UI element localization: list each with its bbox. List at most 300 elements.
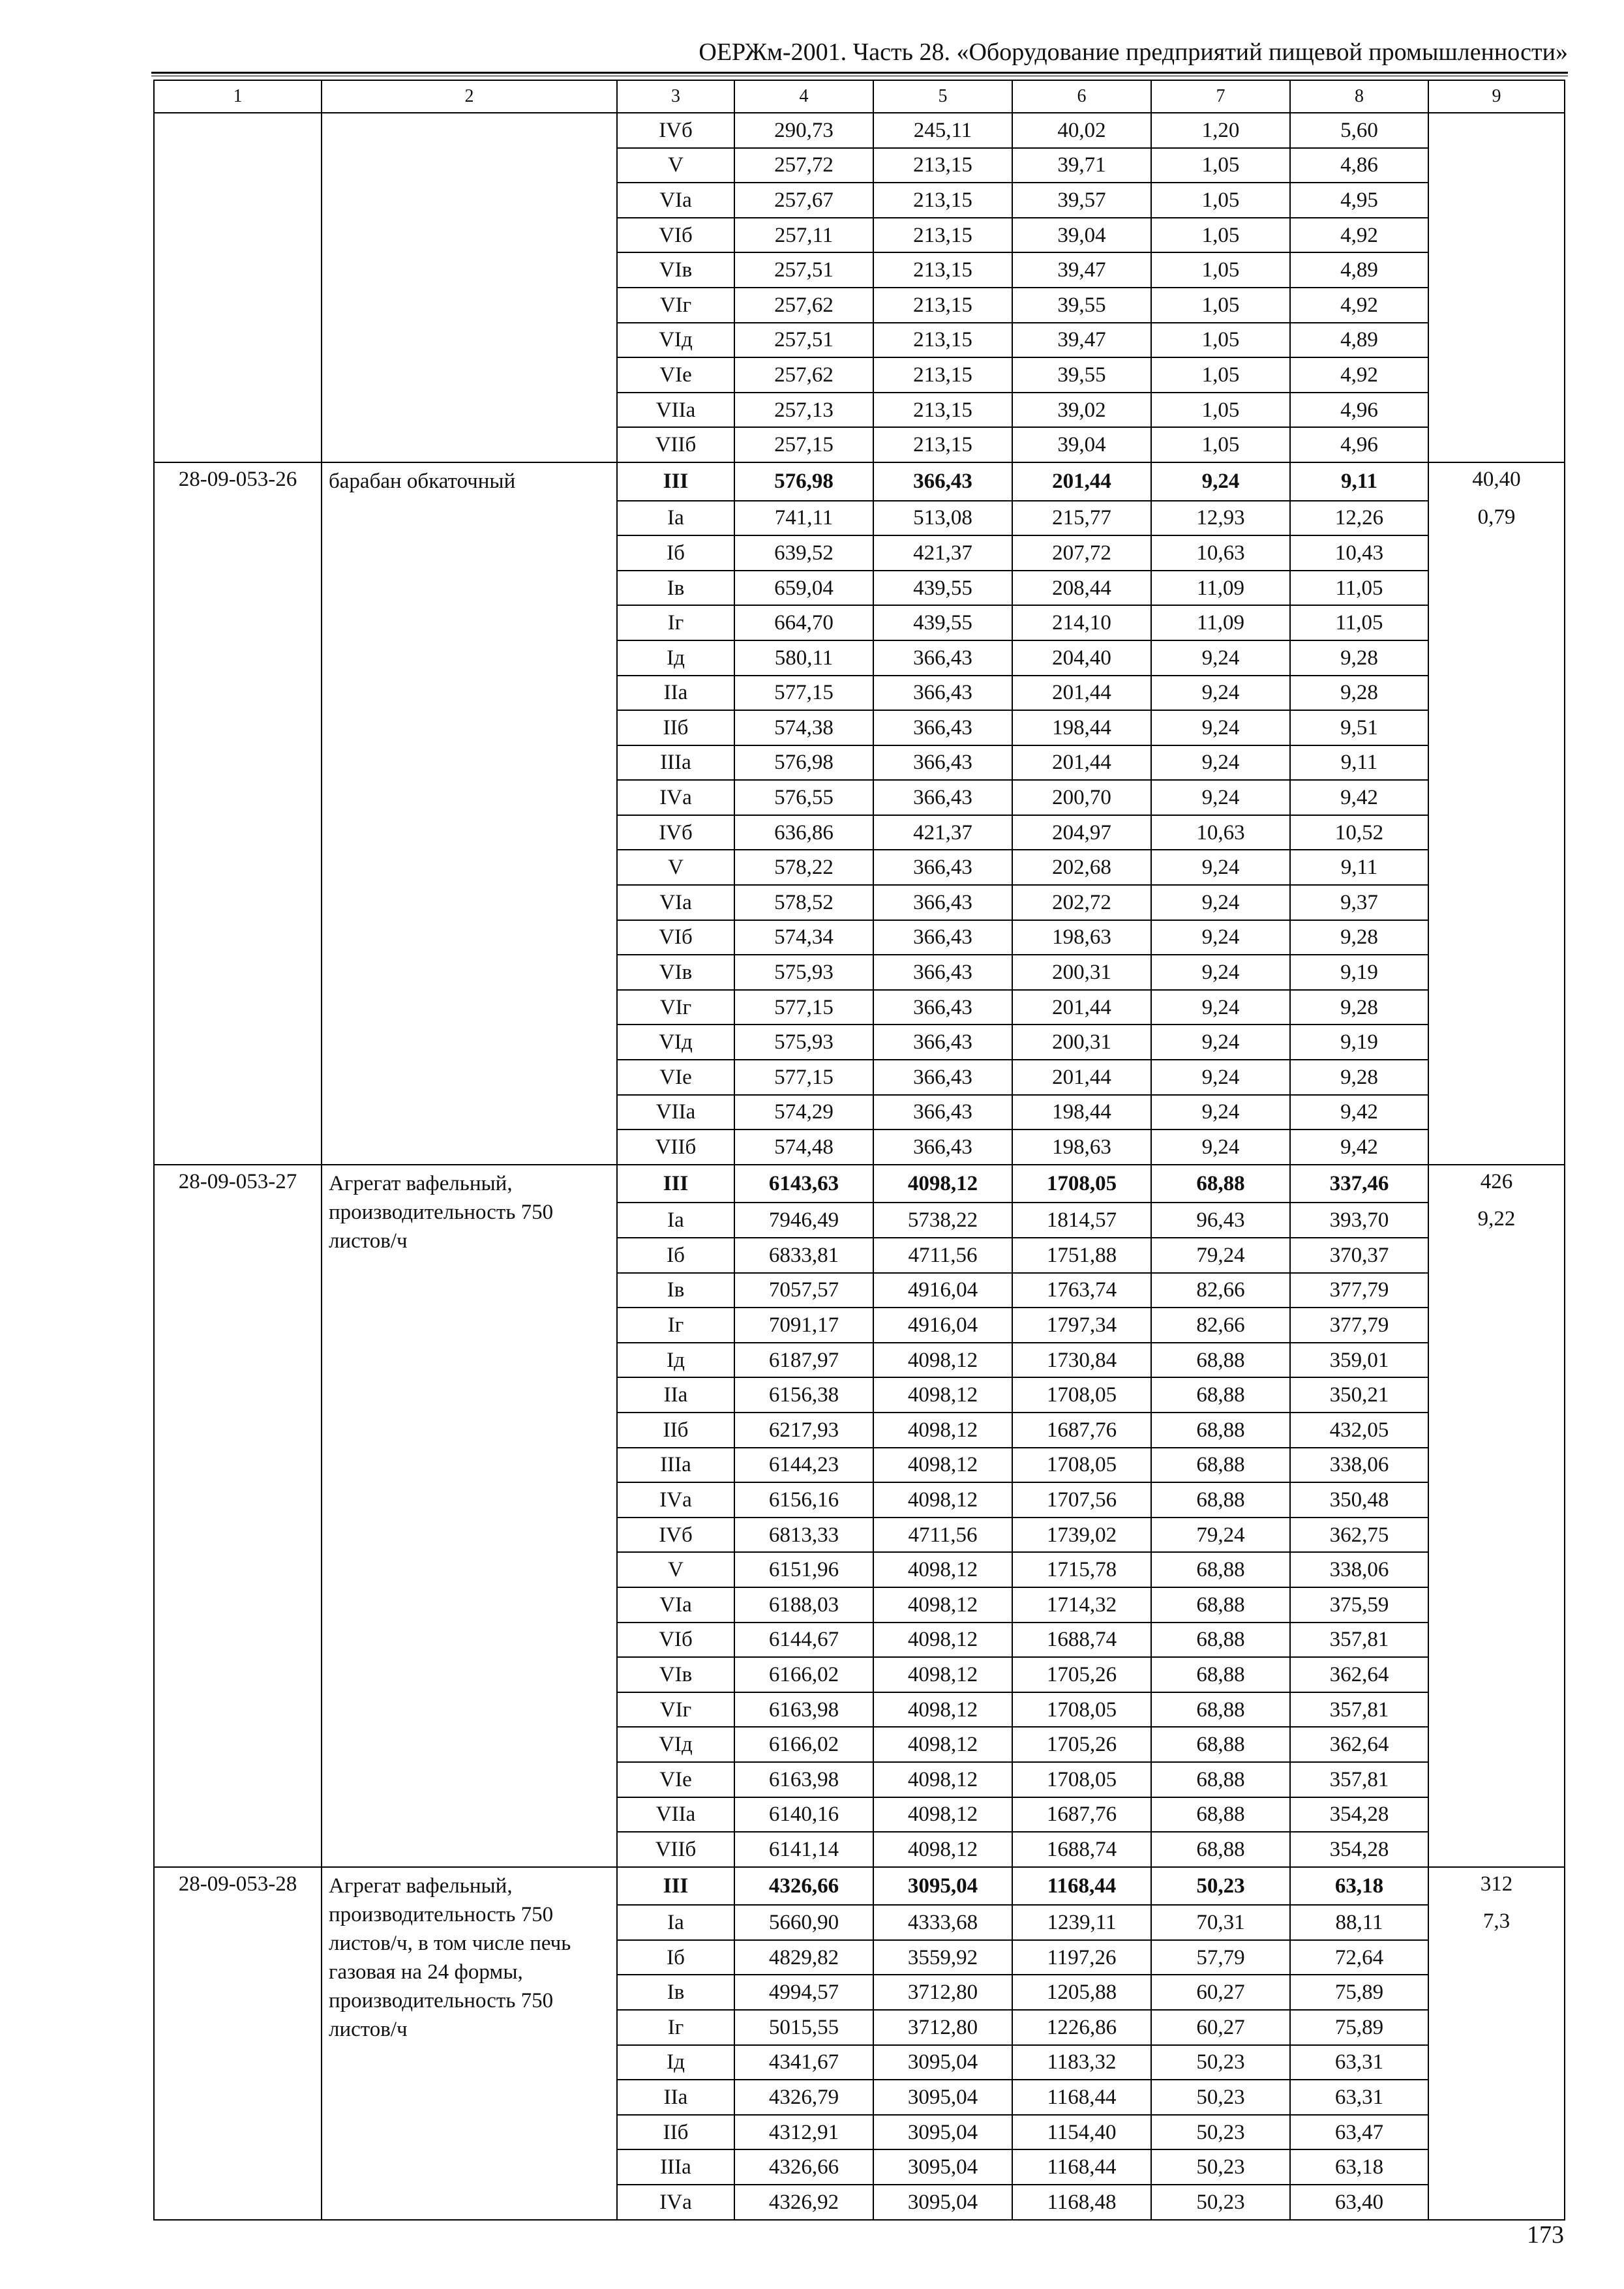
value-cell: 9,24 <box>1151 676 1290 711</box>
value-cell: 9,24 <box>1151 1025 1290 1060</box>
value-cell: 68,88 <box>1151 1377 1290 1413</box>
value-cell: 366,43 <box>873 1095 1012 1130</box>
value-cell: 10,63 <box>1151 535 1290 571</box>
value-cell: 9,24 <box>1151 885 1290 920</box>
value-cell: 68,88 <box>1151 1587 1290 1623</box>
value-cell: 213,15 <box>873 393 1012 428</box>
value-cell: 200,31 <box>1012 1025 1151 1060</box>
value-cell: 577,15 <box>734 1060 873 1095</box>
value-cell: 1763,74 <box>1012 1273 1151 1308</box>
value-cell: 201,44 <box>1012 990 1151 1025</box>
value-cell: 1,05 <box>1151 427 1290 462</box>
value-cell: 9,28 <box>1290 990 1428 1025</box>
zone-cell: VIа <box>617 1587 734 1623</box>
value-cell: 4829,82 <box>734 1940 873 1975</box>
value-cell: 1707,56 <box>1012 1482 1151 1518</box>
value-cell: 213,15 <box>873 288 1012 323</box>
value-cell: 9,24 <box>1151 955 1290 990</box>
value-cell: 1705,26 <box>1012 1727 1151 1762</box>
value-cell: 10,63 <box>1151 815 1290 850</box>
value-cell: 366,43 <box>873 1130 1012 1165</box>
zone-cell: Iг <box>617 605 734 640</box>
value-cell: 366,43 <box>873 1025 1012 1060</box>
value-cell: 60,27 <box>1151 2010 1290 2045</box>
value-cell: 5,60 <box>1290 113 1428 148</box>
value-cell: 3095,04 <box>873 2080 1012 2115</box>
item-name: Агрегат вафельный, производительность 750 листов/ч <box>322 1165 617 1867</box>
value-cell: 1715,78 <box>1012 1552 1151 1587</box>
zone-cell: IIIа <box>617 745 734 781</box>
value-cell: 4098,12 <box>873 1657 1012 1692</box>
value-cell: 4916,04 <box>873 1308 1012 1343</box>
col9-cell: 426 <box>1428 1165 1565 1203</box>
value-cell: 257,51 <box>734 252 873 288</box>
column-number: 2 <box>322 80 617 113</box>
value-cell: 338,06 <box>1290 1552 1428 1587</box>
zone-cell: VIIб <box>617 1130 734 1165</box>
col9-cell: 7,3 <box>1428 1905 1565 2219</box>
value-cell: 6166,02 <box>734 1657 873 1692</box>
value-cell: 576,98 <box>734 462 873 501</box>
value-cell: 39,04 <box>1012 218 1151 253</box>
value-cell: 432,05 <box>1290 1413 1428 1448</box>
value-cell: 575,93 <box>734 1025 873 1060</box>
value-cell: 338,06 <box>1290 1448 1428 1483</box>
value-cell: 9,42 <box>1290 1130 1428 1165</box>
value-cell: 201,44 <box>1012 1060 1151 1095</box>
value-cell: 5015,55 <box>734 2010 873 2045</box>
value-cell: 1,05 <box>1151 288 1290 323</box>
value-cell: 213,15 <box>873 323 1012 358</box>
value-cell: 4326,92 <box>734 2185 873 2220</box>
value-cell: 68,88 <box>1151 1623 1290 1658</box>
value-cell: 39,47 <box>1012 252 1151 288</box>
value-cell: 6187,97 <box>734 1343 873 1378</box>
item-name: Агрегат вафельный, производительность 750 листов/ч, в том числе печь газовая на 24 формы, производительность 750 листов/ч <box>322 1867 617 2220</box>
value-cell: 366,43 <box>873 920 1012 955</box>
value-cell: 3095,04 <box>873 2149 1012 2185</box>
value-cell: 82,66 <box>1151 1308 1290 1343</box>
value-cell: 377,79 <box>1290 1273 1428 1308</box>
value-cell: 4098,12 <box>873 1413 1012 1448</box>
value-cell: 4098,12 <box>873 1832 1012 1867</box>
value-cell: 362,64 <box>1290 1657 1428 1692</box>
value-cell: 7057,57 <box>734 1273 873 1308</box>
col9-cell: 0,79 <box>1428 501 1565 1165</box>
table-row <box>154 113 1565 148</box>
value-cell: 6151,96 <box>734 1552 873 1587</box>
value-cell: 63,31 <box>1290 2080 1428 2115</box>
value-cell: 3095,04 <box>873 2045 1012 2080</box>
zone-cell: IVб <box>617 815 734 850</box>
zone-cell: Iв <box>617 571 734 606</box>
value-cell: 257,11 <box>734 218 873 253</box>
zone-cell: IIб <box>617 2115 734 2150</box>
zone-cell: Iа <box>617 501 734 536</box>
zone-cell: VIв <box>617 1657 734 1692</box>
zone-cell: IIа <box>617 2080 734 2115</box>
zone-cell: IVа <box>617 780 734 815</box>
item-code <box>154 113 322 462</box>
zone-cell: VIа <box>617 885 734 920</box>
table-row <box>154 462 1565 501</box>
value-cell: 9,24 <box>1151 920 1290 955</box>
zone-cell: IIб <box>617 710 734 745</box>
value-cell: 68,88 <box>1151 1762 1290 1797</box>
value-cell: 68,88 <box>1151 1413 1290 1448</box>
value-cell: 1205,88 <box>1012 1975 1151 2010</box>
value-cell: 4341,67 <box>734 2045 873 2080</box>
value-cell: 6833,81 <box>734 1238 873 1273</box>
zone-cell: IVа <box>617 2185 734 2220</box>
value-cell: 580,11 <box>734 640 873 676</box>
value-cell: 63,47 <box>1290 2115 1428 2150</box>
value-cell: 3095,04 <box>873 2115 1012 2150</box>
value-cell: 4098,12 <box>873 1623 1012 1658</box>
value-cell: 9,24 <box>1151 990 1290 1025</box>
value-cell: 213,15 <box>873 427 1012 462</box>
value-cell: 7091,17 <box>734 1308 873 1343</box>
value-cell: 198,44 <box>1012 1095 1151 1130</box>
value-cell: 60,27 <box>1151 1975 1290 2010</box>
value-cell: 1226,86 <box>1012 2010 1151 2045</box>
zone-cell: Iв <box>617 1273 734 1308</box>
value-cell: 79,24 <box>1151 1518 1290 1553</box>
value-cell: 574,38 <box>734 710 873 745</box>
value-cell: 1751,88 <box>1012 1238 1151 1273</box>
zone-cell: III <box>617 1165 734 1203</box>
zone-cell: Iг <box>617 2010 734 2045</box>
value-cell: 4098,12 <box>873 1552 1012 1587</box>
value-cell: 68,88 <box>1151 1482 1290 1518</box>
value-cell: 6140,16 <box>734 1797 873 1833</box>
value-cell: 70,31 <box>1151 1905 1290 1940</box>
value-cell: 4326,66 <box>734 1867 873 1906</box>
zone-cell: Iд <box>617 1343 734 1378</box>
value-cell: 1708,05 <box>1012 1377 1151 1413</box>
value-cell: 4098,12 <box>873 1165 1012 1203</box>
column-number-row <box>154 80 1565 113</box>
value-cell: 9,24 <box>1151 640 1290 676</box>
value-cell: 68,88 <box>1151 1343 1290 1378</box>
value-cell: 213,15 <box>873 252 1012 288</box>
value-cell: 366,43 <box>873 780 1012 815</box>
value-cell: 40,02 <box>1012 113 1151 148</box>
value-cell: 3712,80 <box>873 2010 1012 2045</box>
value-cell: 68,88 <box>1151 1448 1290 1483</box>
value-cell: 1688,74 <box>1012 1623 1151 1658</box>
zone-cell: Iб <box>617 535 734 571</box>
value-cell: 1688,74 <box>1012 1832 1151 1867</box>
value-cell: 357,81 <box>1290 1762 1428 1797</box>
value-cell: 362,64 <box>1290 1727 1428 1762</box>
value-cell: 1,05 <box>1151 323 1290 358</box>
value-cell: 421,37 <box>873 815 1012 850</box>
header-rule <box>151 72 1568 76</box>
value-cell: 1,05 <box>1151 357 1290 393</box>
value-cell: 366,43 <box>873 676 1012 711</box>
value-cell: 366,43 <box>873 745 1012 781</box>
zone-cell: VIд <box>617 323 734 358</box>
zone-cell: VIIб <box>617 427 734 462</box>
value-cell: 4098,12 <box>873 1797 1012 1833</box>
value-cell: 4,92 <box>1290 357 1428 393</box>
value-cell: 659,04 <box>734 571 873 606</box>
table-row <box>154 1867 1565 1906</box>
value-cell: 366,43 <box>873 462 1012 501</box>
value-cell: 50,23 <box>1151 2149 1290 2185</box>
value-cell: 337,46 <box>1290 1165 1428 1203</box>
table-body <box>154 113 1565 2220</box>
value-cell: 4,86 <box>1290 148 1428 183</box>
value-cell: 68,88 <box>1151 1797 1290 1833</box>
zone-cell: Iд <box>617 2045 734 2080</box>
value-cell: 3559,92 <box>873 1940 1012 1975</box>
value-cell: 6188,03 <box>734 1587 873 1623</box>
zone-cell: VIIа <box>617 1095 734 1130</box>
zone-cell: VIг <box>617 990 734 1025</box>
value-cell: 10,43 <box>1290 535 1428 571</box>
column-number: 1 <box>154 80 322 113</box>
value-cell: 290,73 <box>734 113 873 148</box>
value-cell: 200,70 <box>1012 780 1151 815</box>
zone-cell: VIг <box>617 1692 734 1728</box>
value-cell: 9,24 <box>1151 462 1290 501</box>
value-cell: 366,43 <box>873 990 1012 1025</box>
value-cell: 421,37 <box>873 535 1012 571</box>
value-cell: 6144,67 <box>734 1623 873 1658</box>
value-cell: 63,18 <box>1290 2149 1428 2185</box>
value-cell: 377,79 <box>1290 1308 1428 1343</box>
value-cell: 4326,66 <box>734 2149 873 2185</box>
zone-cell: IIа <box>617 676 734 711</box>
value-cell: 6143,63 <box>734 1165 873 1203</box>
value-cell: 50,23 <box>1151 2080 1290 2115</box>
value-cell: 201,44 <box>1012 745 1151 781</box>
zone-cell: VIв <box>617 252 734 288</box>
value-cell: 574,48 <box>734 1130 873 1165</box>
rates-table <box>153 80 1565 2221</box>
value-cell: 245,11 <box>873 113 1012 148</box>
item-name: барабан обкаточный <box>322 462 617 1165</box>
zone-cell: IIIа <box>617 1448 734 1483</box>
value-cell: 213,15 <box>873 218 1012 253</box>
value-cell: 1705,26 <box>1012 1657 1151 1692</box>
value-cell: 201,44 <box>1012 462 1151 501</box>
column-number: 4 <box>734 80 873 113</box>
value-cell: 198,44 <box>1012 710 1151 745</box>
value-cell: 574,29 <box>734 1095 873 1130</box>
value-cell: 82,66 <box>1151 1273 1290 1308</box>
value-cell: 362,75 <box>1290 1518 1428 1553</box>
value-cell: 375,59 <box>1290 1587 1428 1623</box>
value-cell: 9,11 <box>1290 745 1428 781</box>
zone-cell: IIIа <box>617 2149 734 2185</box>
value-cell: 198,63 <box>1012 920 1151 955</box>
value-cell: 366,43 <box>873 1060 1012 1095</box>
value-cell: 357,81 <box>1290 1692 1428 1728</box>
value-cell: 202,68 <box>1012 850 1151 885</box>
zone-cell: VIб <box>617 218 734 253</box>
value-cell: 213,15 <box>873 183 1012 218</box>
value-cell: 574,34 <box>734 920 873 955</box>
value-cell: 96,43 <box>1151 1203 1290 1238</box>
zone-cell: IVб <box>617 1518 734 1553</box>
zone-cell: VIIа <box>617 1797 734 1833</box>
value-cell: 201,44 <box>1012 676 1151 711</box>
value-cell: 68,88 <box>1151 1657 1290 1692</box>
value-cell: 257,72 <box>734 148 873 183</box>
value-cell: 6166,02 <box>734 1727 873 1762</box>
zone-cell: VIб <box>617 1623 734 1658</box>
value-cell: 200,31 <box>1012 955 1151 990</box>
page-header: ОЕРЖм-2001. Часть 28. «Оборудование предприятий пищевой промышленности» <box>699 38 1568 66</box>
value-cell: 3712,80 <box>873 1975 1012 2010</box>
zone-cell: Iг <box>617 1308 734 1343</box>
value-cell: 5660,90 <box>734 1905 873 1940</box>
zone-cell: VIб <box>617 920 734 955</box>
value-cell: 213,15 <box>873 148 1012 183</box>
value-cell: 1739,02 <box>1012 1518 1151 1553</box>
value-cell: 9,42 <box>1290 1095 1428 1130</box>
value-cell: 1708,05 <box>1012 1165 1151 1203</box>
value-cell: 664,70 <box>734 605 873 640</box>
value-cell: 204,97 <box>1012 815 1151 850</box>
col9-cell <box>1428 113 1565 462</box>
value-cell: 9,24 <box>1151 1095 1290 1130</box>
value-cell: 1,05 <box>1151 393 1290 428</box>
value-cell: 370,37 <box>1290 1238 1428 1273</box>
value-cell: 9,28 <box>1290 640 1428 676</box>
value-cell: 1168,48 <box>1012 2185 1151 2220</box>
value-cell: 1239,11 <box>1012 1905 1151 1940</box>
value-cell: 6156,16 <box>734 1482 873 1518</box>
value-cell: 1168,44 <box>1012 2149 1151 2185</box>
zone-cell: V <box>617 850 734 885</box>
value-cell: 439,55 <box>873 605 1012 640</box>
value-cell: 9,28 <box>1290 920 1428 955</box>
column-number: 6 <box>1012 80 1151 113</box>
col9-cell: 312 <box>1428 1867 1565 1906</box>
zone-cell: VIIа <box>617 393 734 428</box>
zone-cell: IIб <box>617 1413 734 1448</box>
value-cell: 11,09 <box>1151 571 1290 606</box>
value-cell: 6144,23 <box>734 1448 873 1483</box>
zone-cell: IIа <box>617 1377 734 1413</box>
value-cell: 4098,12 <box>873 1727 1012 1762</box>
value-cell: 1708,05 <box>1012 1448 1151 1483</box>
value-cell: 39,02 <box>1012 393 1151 428</box>
value-cell: 350,48 <box>1290 1482 1428 1518</box>
value-cell: 3095,04 <box>873 1867 1012 1906</box>
value-cell: 366,43 <box>873 850 1012 885</box>
value-cell: 4098,12 <box>873 1587 1012 1623</box>
value-cell: 4312,91 <box>734 2115 873 2150</box>
value-cell: 257,62 <box>734 288 873 323</box>
value-cell: 4,95 <box>1290 183 1428 218</box>
zone-cell: V <box>617 1552 734 1587</box>
value-cell: 9,28 <box>1290 676 1428 711</box>
value-cell: 9,24 <box>1151 710 1290 745</box>
value-cell: 576,55 <box>734 780 873 815</box>
value-cell: 208,44 <box>1012 571 1151 606</box>
value-cell: 215,77 <box>1012 501 1151 536</box>
value-cell: 4098,12 <box>873 1377 1012 1413</box>
value-cell: 4098,12 <box>873 1343 1012 1378</box>
zone-cell: Iб <box>617 1940 734 1975</box>
value-cell: 50,23 <box>1151 2115 1290 2150</box>
column-number: 5 <box>873 80 1012 113</box>
value-cell: 4711,56 <box>873 1518 1012 1553</box>
value-cell: 9,19 <box>1290 1025 1428 1060</box>
value-cell: 1,20 <box>1151 113 1290 148</box>
zone-cell: III <box>617 1867 734 1906</box>
zone-cell: VIе <box>617 1060 734 1095</box>
value-cell: 75,89 <box>1290 1975 1428 2010</box>
value-cell: 57,79 <box>1151 1940 1290 1975</box>
zone-cell: Iб <box>617 1238 734 1273</box>
value-cell: 1687,76 <box>1012 1797 1151 1833</box>
zone-cell: V <box>617 148 734 183</box>
value-cell: 4326,79 <box>734 2080 873 2115</box>
value-cell: 68,88 <box>1151 1727 1290 1762</box>
value-cell: 257,13 <box>734 393 873 428</box>
value-cell: 6156,38 <box>734 1377 873 1413</box>
value-cell: 636,86 <box>734 815 873 850</box>
value-cell: 9,24 <box>1151 1130 1290 1165</box>
value-cell: 9,11 <box>1290 462 1428 501</box>
column-number: 7 <box>1151 80 1290 113</box>
value-cell: 9,24 <box>1151 850 1290 885</box>
value-cell: 4,92 <box>1290 218 1428 253</box>
value-cell: 63,18 <box>1290 1867 1428 1906</box>
value-cell: 68,88 <box>1151 1552 1290 1587</box>
value-cell: 75,89 <box>1290 2010 1428 2045</box>
value-cell: 9,51 <box>1290 710 1428 745</box>
value-cell: 3095,04 <box>873 2185 1012 2220</box>
value-cell: 68,88 <box>1151 1165 1290 1203</box>
value-cell: 359,01 <box>1290 1343 1428 1378</box>
zone-cell: VIIб <box>617 1832 734 1867</box>
value-cell: 578,52 <box>734 885 873 920</box>
value-cell: 39,55 <box>1012 357 1151 393</box>
col9-cell: 40,40 <box>1428 462 1565 501</box>
item-code: 28-09-053-26 <box>154 462 322 1165</box>
page-number: 173 <box>1527 2221 1564 2249</box>
value-cell: 1,05 <box>1151 183 1290 218</box>
value-cell: 577,15 <box>734 990 873 1025</box>
value-cell: 4098,12 <box>873 1448 1012 1483</box>
value-cell: 68,88 <box>1151 1832 1290 1867</box>
value-cell: 1687,76 <box>1012 1413 1151 1448</box>
value-cell: 198,63 <box>1012 1130 1151 1165</box>
value-cell: 9,24 <box>1151 780 1290 815</box>
value-cell: 9,24 <box>1151 745 1290 781</box>
value-cell: 4,89 <box>1290 252 1428 288</box>
value-cell: 68,88 <box>1151 1692 1290 1728</box>
value-cell: 366,43 <box>873 710 1012 745</box>
value-cell: 4,96 <box>1290 393 1428 428</box>
value-cell: 50,23 <box>1151 2045 1290 2080</box>
column-number: 3 <box>617 80 734 113</box>
value-cell: 213,15 <box>873 357 1012 393</box>
zone-cell: Iа <box>617 1905 734 1940</box>
value-cell: 7946,49 <box>734 1203 873 1238</box>
zone-cell: Iд <box>617 640 734 676</box>
value-cell: 5738,22 <box>873 1203 1012 1238</box>
zone-cell: III <box>617 462 734 501</box>
value-cell: 6217,93 <box>734 1413 873 1448</box>
